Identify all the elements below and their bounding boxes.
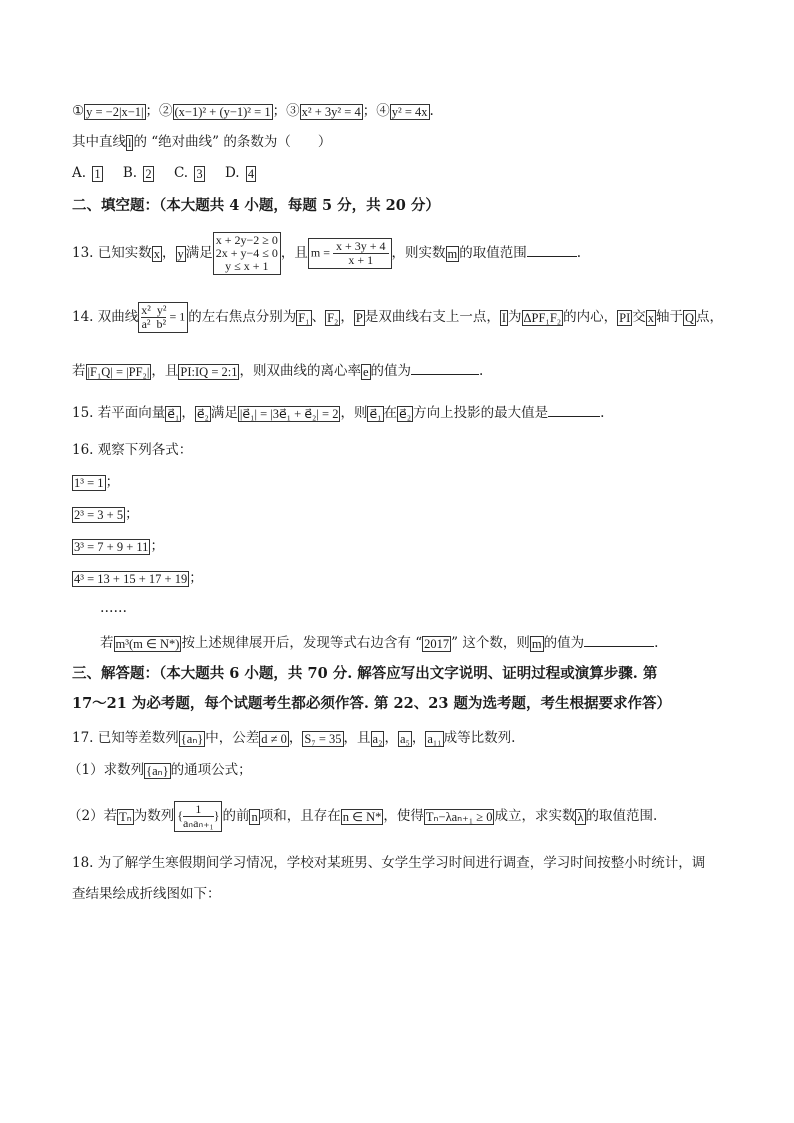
choice-b: 2 bbox=[145, 166, 152, 181]
question-17-part-1: （1）求数列 {aₙ} 的通项公式； bbox=[68, 762, 252, 778]
choice-d: 4 bbox=[247, 166, 255, 181]
formula: y² = 4x bbox=[391, 104, 428, 119]
equation-4: 4³ = 13 + 15 + 17 + 19 ； bbox=[74, 570, 203, 586]
choice-a: 1 bbox=[94, 166, 101, 181]
choice-c: 3 bbox=[196, 166, 203, 181]
section-3-heading-cont: 17～21 为必考题，每个试题考生都必须作答. 第 22、23 题为选考题，考生根据要求作答） bbox=[72, 695, 671, 712]
question-12-options: ① y = −2|x−1| ；② (x−1)² + (y−1)² = 1 ；③ x² + 3y² = 4 ；④ y² = 4x . bbox=[72, 103, 434, 119]
question-16-cont: 若 m³(m ∈ N*) 按上述规律展开后，发现等式右边含有 “ 2017 ” 这个数，则 m 的值为 . bbox=[100, 632, 658, 653]
formula: (x−1)² + (y−1)² = 1 bbox=[174, 104, 271, 119]
question-12-choices: A. 1 B. 2 C. 3 D. 4 bbox=[72, 165, 255, 181]
question-18-cont: 查结果绘成折线图如下： bbox=[72, 886, 221, 902]
question-14-cont: 若 |F₁Q| = |PF₂| ，且 PI:IQ = 2:1 ，则双曲线的离心率 e 的值为 . bbox=[72, 360, 483, 381]
formula: x² + 3y² = 4 bbox=[301, 104, 361, 119]
question-18: 18. 为了解学生寒假期间学习情况，学校对某班男、女学生学习时间进行调查，学习时间按整小时统计，调 bbox=[72, 855, 706, 871]
question-16: 16. 观察下列各式： bbox=[72, 442, 193, 458]
hyperbola-formula: $\frac{\text{x² y²}}{\text{a² b²}}$ = 1 bbox=[138, 302, 188, 333]
equation-1: 1³ = 1 ； bbox=[74, 474, 120, 490]
question-17: 17. 已知等差数列 {aₙ} 中，公差 d ≠ 0 ， S₇ = 35 ，且 a₂ ， a₅ ， a₁₁ 成等比数列. bbox=[72, 730, 516, 746]
formula: l bbox=[128, 135, 132, 150]
fraction-formula: { 1 aₙaₙ₊₁ } bbox=[174, 801, 222, 832]
formula: y = −2|x−1| bbox=[86, 104, 144, 119]
section-3-heading: 三、解答题：（本大题共 6 小题，共 70 分. 解答应写出文字说明、证明过程或演算步骤. 第 bbox=[72, 665, 658, 682]
section-2-heading: 二、填空题：（本大题共 4 小题，每题 5 分，共 20 分） bbox=[72, 197, 440, 214]
equation-2: 2³ = 3 + 5 ； bbox=[74, 506, 139, 522]
question-15: 15. 若平面向量 e⃗₁ ， e⃗₂ 满足 |e⃗₁| = |3e⃗₁ + e⃗₂| = 2 ，则 e⃗₁ 在 e⃗₂ 方向上投影的最大值是 . bbox=[72, 402, 604, 423]
fraction-formula: m = $\frac{x + 3y + 4}{x + 1}$ bbox=[308, 238, 392, 269]
ellipsis: …… bbox=[100, 600, 127, 616]
question-17-part-2: （2）若 Tₙ 为数列 { 1 aₙaₙ₊₁ } 的前 n 项和，且存在 n ∈ N* ，使得 Tₙ−λaₙ₊₁ ≥ 0 成立，求实数 λ 的取值范围. bbox=[68, 802, 658, 830]
equation-3: 3³ = 7 + 9 + 11 ； bbox=[74, 538, 164, 554]
question-14: 14. 双曲线 $\frac{\text{x² y²}}{\text{a² b²}}$ = 1 的左右焦点分别为 F₁ 、 F₂ ， P 是双曲线右支上一点， I 为 ΔPF₁F₂ 的内心， PI 交 x 轴于 Q 点， bbox=[72, 303, 724, 331]
question-12-prompt: 其中直线 l 的 “绝对曲线” 的条数为（ ） bbox=[72, 134, 332, 150]
inequality-system: x + 2y−2 ≥ 0 2x + y−4 ≤ 0 y ≤ x + 1 bbox=[213, 232, 281, 275]
question-13: 13. 已知实数 x ， y 满足 x + 2y−2 ≥ 0 2x + y−4 ≤ 0 y ≤ x + 1 ，且 m = $\frac{x + 3y + 4}{x + 1}$ ，则实数 m 的取值范围 . bbox=[72, 233, 582, 273]
